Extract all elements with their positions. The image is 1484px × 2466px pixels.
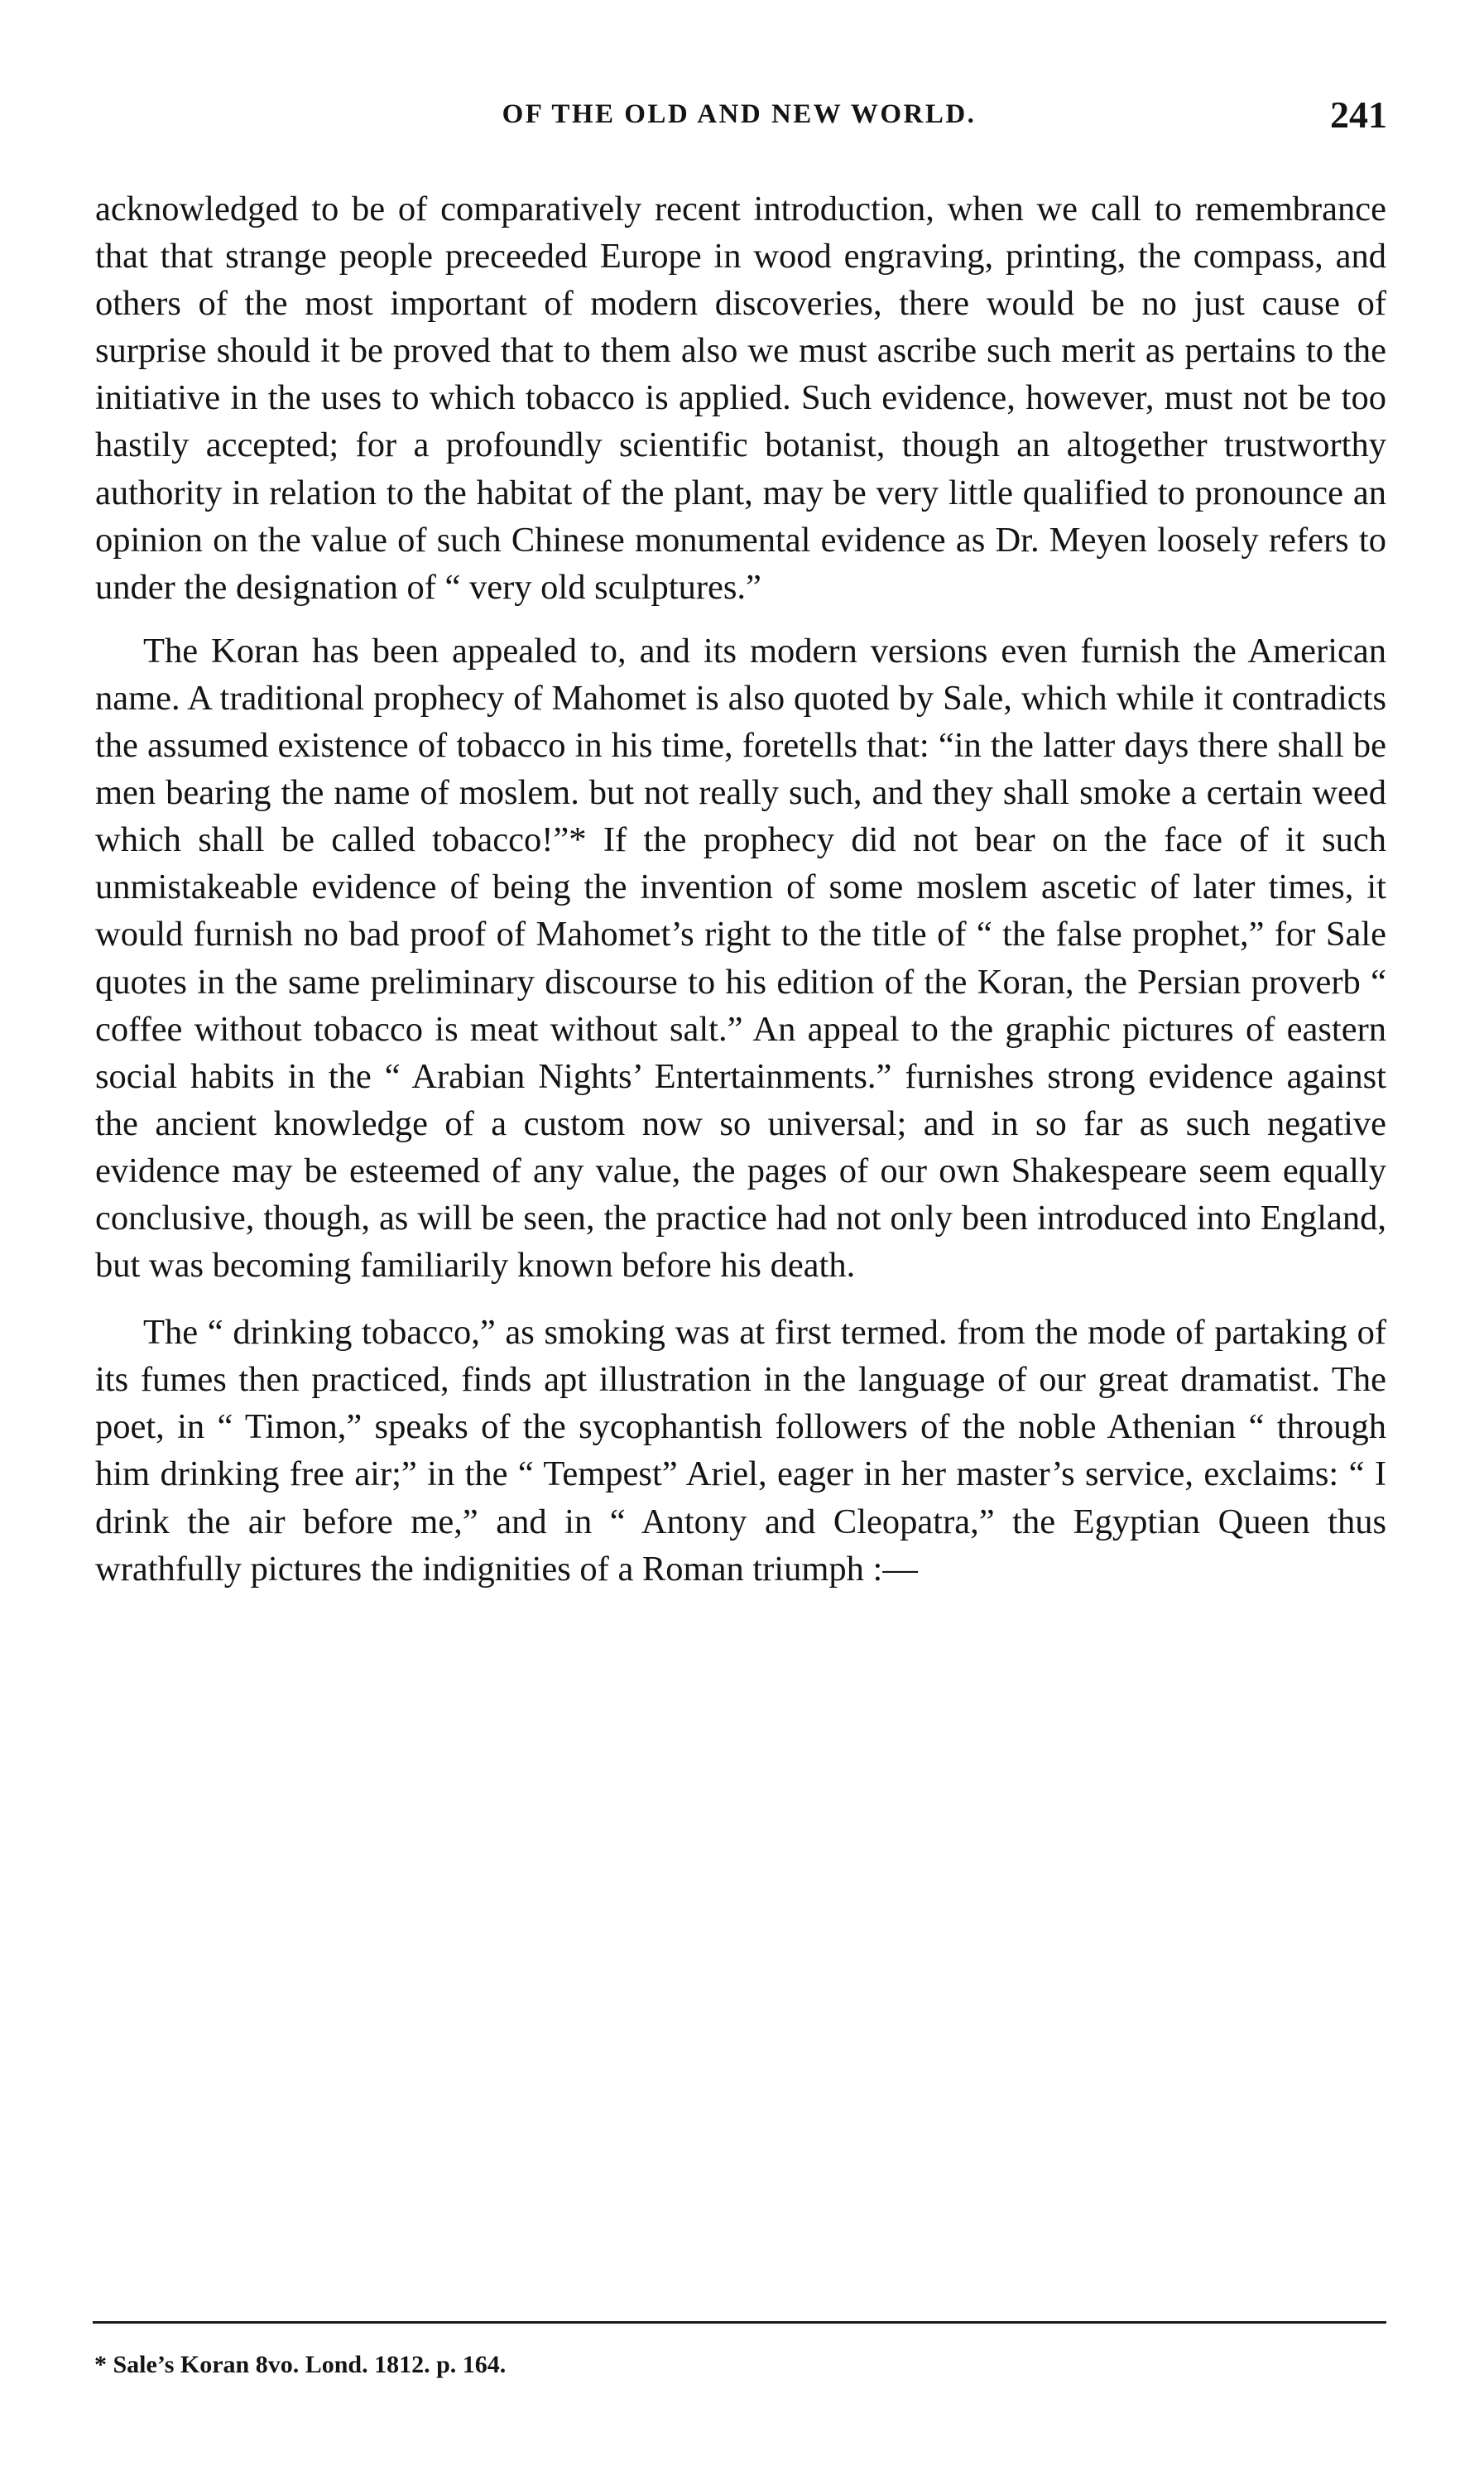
page-number: 241 xyxy=(1330,94,1387,136)
paragraph-continued: acknowledged to be of comparatively recent introduction, when we call to remembrance that that strange people preceeded Europe in wood engraving, printing, the compass, and others of the most important of modern discoveries, there would be no just cause of surprise should it be proved that to them also we must ascribe such merit as pertains to the initiative in the uses to which tobacco is applied. Such evidence, however, must not be too hastily accepted; for a profoundly scientific botanist, though an altogether trustworthy authority in relation to the habitat of the plant, may be very little qualified to pronounce an opinion on the value of such Chinese monumental evidence as Dr. Meyen loosely refers to under the designation of “ very old sculptures.” xyxy=(95,190,1386,607)
footnote-rule xyxy=(93,2321,1386,2324)
running-title: OF THE OLD AND NEW WORLD. xyxy=(502,99,977,129)
paragraph-drinking-tobacco: The “ drinking tobacco,” as smoking was at first termed. from the mode of partaking of its fumes then practiced, finds apt illustration in the language of our great dramatist. The poet, in “ Timon,” speaks of the sycophantish followers of the noble Athenian “ through him drinking free air;” in the “ Tempest” Ariel, eager in her master’s service, exclaims: “ I drink the air before me,” and in “ Antony and Cleopatra,” the Egyptian Queen thus wrathfully pictures the indignities of a Roman triumph :— xyxy=(95,1313,1386,1589)
running-head xyxy=(91,93,1387,142)
footnote: * Sale’s Koran 8vo. Lond. 1812. p. 164. xyxy=(94,2351,507,2378)
paragraph-koran: The Koran has been appealed to, and its modern versions even furnish the American name. A traditional prophecy of Mahomet is also quoted by Sale, which while it contradicts the assumed existence of tobacco in his time, foretells that: “in the latter days there shall be men bearing the name of moslem. but not really such, and they shall smoke a certain weed which shall be called tobacco!”* If the prophecy did not bear on the face of it such unmistakeable evidence of being the invention of some moslem ascetic of later times, it would furnish no bad proof of Mahomet’s right to the title of “ the false prophet,” for Sale quotes in the same preliminary discourse to his edition of the Koran, the Persian proverb “ coffee without tobacco is meat without salt.” An appeal to the graphic pictures of eastern social habits in the “ Arabian Nights’ Entertainments.” furnishes strong evidence against the ancient knowledge of a custom now so universal; and in so far as such negative evidence may be esteemed of any value, the pages of our own Shakespeare seem equally conclusive, though, as will be seen, the practice had not only been introduced into England, but was becoming familiarily known before his death. xyxy=(95,631,1386,1286)
body-text xyxy=(95,185,1386,1593)
